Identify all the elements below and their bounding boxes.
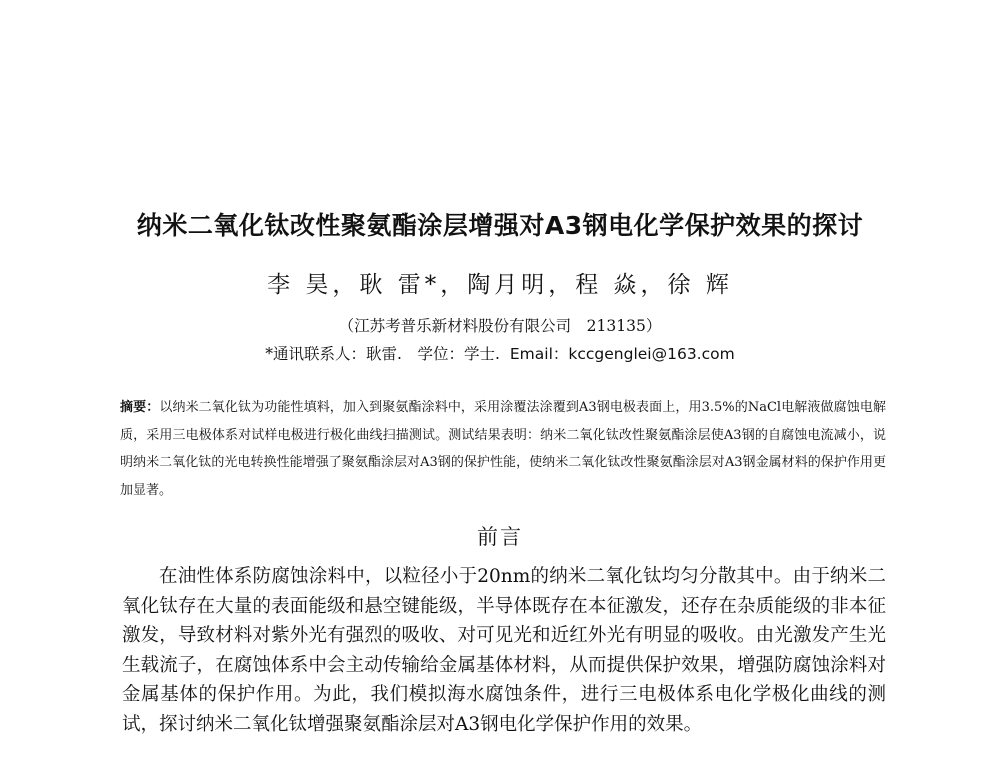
intro-paragraph: 在油性体系防腐蚀涂料中，以粒径小于20nm的纳米二氧化钛均匀分散其中。由于纳米二氧化钛存在大量的表面能级和悬空键能级，半导体既存在本征激发，还存在杂质能级的非本征激发，导致材料对紫外光有强烈的吸收、对可见光和近红外光有明显的吸收。由光激发产生光生载流子，在腐蚀体系中会主动传输给金属基体材料，从而提供保护效果，增强防腐蚀涂料对金属基体的保护作用。为此，我们模拟海水腐蚀条件，进行三电极体系电化学极化曲线的测试，探讨纳米二氧化钛增强聚氨酯涂层对A3钢电化学保护作用的效果。 [122, 566, 886, 735]
abstract-text: 以纳米二氧化钛为功能性填料，加入到聚氨酯涂料中，采用涂覆法涂覆到A3钢电极表面上，用3.5%的NaCl电解液做腐蚀电解质，采用三电极体系对试样电极进行极化曲线扫描测试。测试结果表明：纳米二氧化钛改性聚氨酯涂层使A3钢的自腐蚀电流减小，说明纳米二氧化钛的光电转换性能增强了聚氨酯涂层对A3钢的保护性能，使纳米二氧化钛改性聚氨酯涂层对A3钢金属材料的保护作用更加显著。 [120, 400, 886, 498]
contact-line [0, 342, 1000, 364]
affiliation: （江苏考普乐新材料股份有限公司 213135） [338, 317, 662, 335]
contact-email: Email：kccgenglei@163.com [509, 345, 735, 363]
section-heading-preface: 前言 [477, 525, 523, 549]
abstract-label: 摘要： [120, 400, 160, 415]
contact-person: *通讯联系人：耿雷. 学位：学士. [265, 345, 500, 363]
abstract [120, 394, 886, 504]
paper-title: 纳米二氧化钛改性聚氨酯涂层增强对A3钢电化学保护效果的探讨 [136, 211, 864, 240]
author-list: 李 昊，耿 雷*，陶月明，程 焱，徐 辉 [267, 272, 733, 298]
